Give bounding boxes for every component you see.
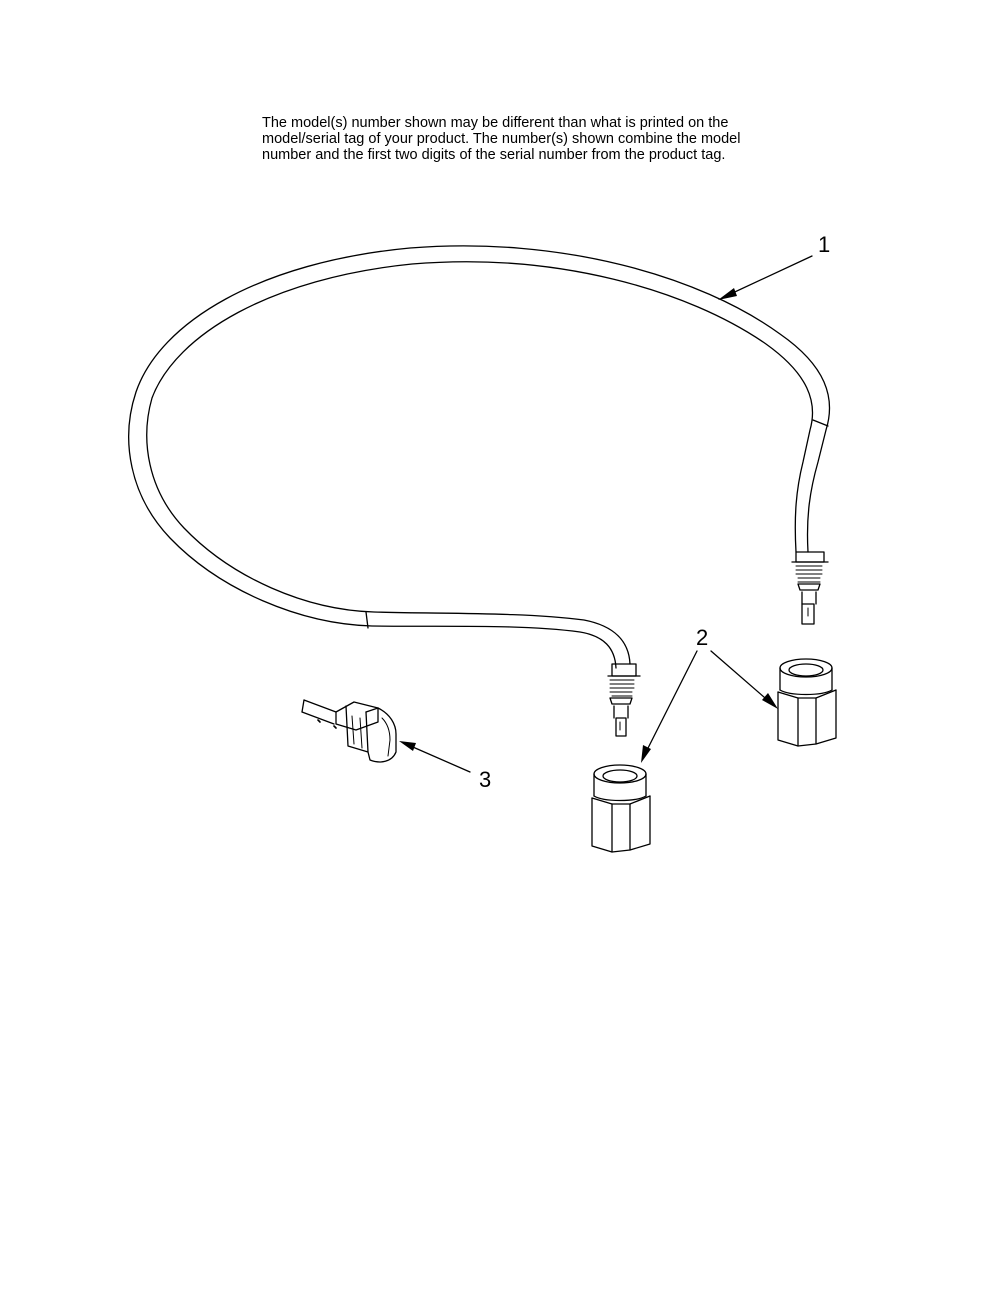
callout-number-2: 2	[696, 625, 709, 650]
callout-leader-3	[399, 741, 470, 772]
note-line-2: model/serial tag of your product. The number(s) shown combine the model	[262, 131, 741, 147]
callout-leader-2a	[711, 651, 778, 709]
nut-icon	[778, 659, 836, 746]
nut-icon	[592, 765, 650, 852]
note-line-3: number and the first two digits of the serial number from the product tag.	[262, 147, 726, 163]
callout-leader-1	[718, 256, 812, 300]
wire-clip-icon	[302, 700, 396, 762]
callout-number-1: 1	[818, 232, 831, 257]
callout-number-3: 3	[479, 767, 492, 792]
callout-leader-2b	[641, 651, 697, 763]
note-line-1: The model(s) number shown may be different than what is printed on the	[262, 115, 729, 131]
